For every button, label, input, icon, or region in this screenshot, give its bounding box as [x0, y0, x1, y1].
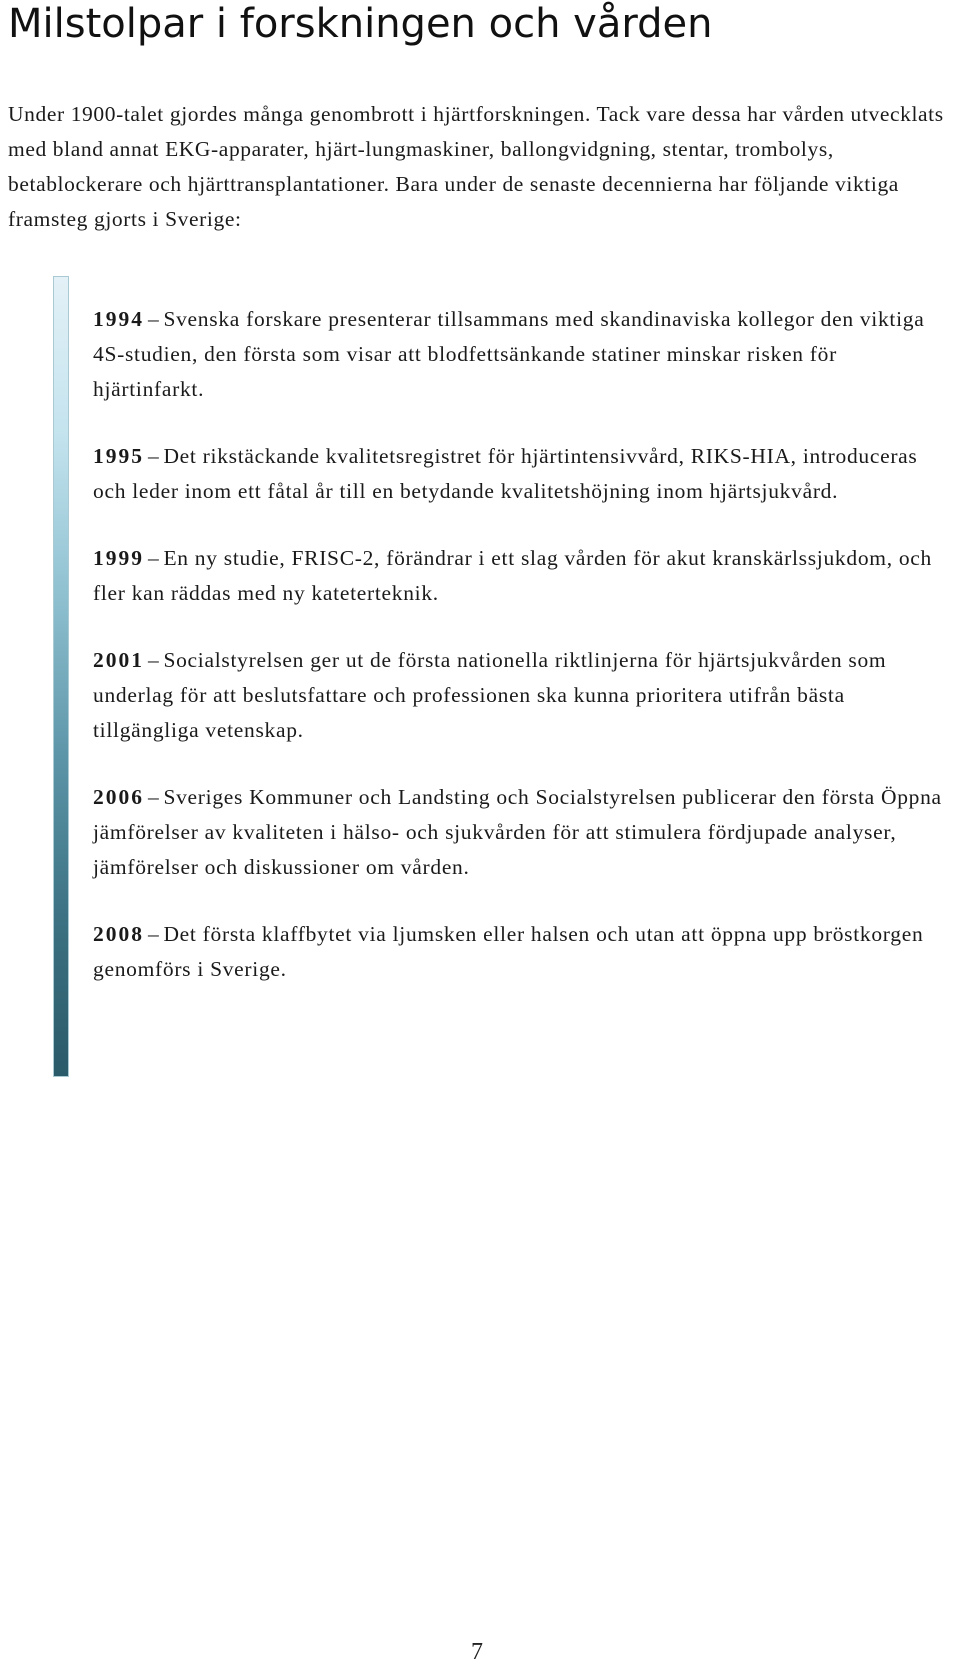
event-year: 2006	[93, 785, 144, 809]
event-dash: –	[148, 648, 160, 672]
event-dash: –	[148, 546, 160, 570]
event-year: 1995	[93, 444, 144, 468]
event-dash: –	[148, 922, 160, 946]
timeline-event-2001	[93, 643, 953, 748]
event-text: En ny studie, FRISC-2, förändrar i ett slag vården för akut kranskärlssjukdom, och fler kan räddas med ny kateterteknik.	[93, 546, 933, 605]
timeline-events	[93, 302, 953, 1019]
timeline-event-2008	[93, 917, 953, 987]
page-number: 7	[471, 1639, 483, 1665]
timeline-event-2006	[93, 780, 953, 885]
timeline-event-1994	[93, 302, 953, 407]
timeline-event-1999	[93, 541, 953, 611]
event-dash: –	[148, 307, 160, 331]
event-dash: –	[148, 444, 160, 468]
event-text: Sveriges Kommuner och Landsting och Socialstyrelsen publicerar den första Öppna jämförelser av kvaliteten i hälso- och sjukvården för att stimulera fördjupade analyser, jämförelser och diskussioner om vården.	[93, 785, 942, 879]
event-year: 1994	[93, 307, 144, 331]
event-dash: –	[148, 785, 160, 809]
event-text: Det första klaffbytet via ljumsken eller halsen och utan att öppna upp bröstkorgen genomförs i Sverige.	[93, 922, 924, 981]
event-text: Svenska forskare presenterar tillsammans med skandinaviska kollegor den viktiga 4S-studien, den första som visar att blodfettsänkande statiner minskar risken för hjärtinfarkt.	[93, 307, 925, 401]
timeline-event-1995	[93, 439, 953, 509]
event-text: Det rikstäckande kvalitetsregistret för hjärtintensivvård, RIKS-HIA, introduceras och leder inom ett fåtal år till en betydande kvalitetshöjning inom hjärtsjukvård.	[93, 444, 918, 503]
event-year: 2001	[93, 648, 144, 672]
page-title: Milstolpar i forskningen och vården	[8, 1, 713, 47]
event-year: 1999	[93, 546, 144, 570]
timeline-bar	[53, 276, 69, 1077]
event-year: 2008	[93, 922, 144, 946]
intro-paragraph: Under 1900-talet gjordes många genombrott i hjärtforskningen. Tack vare dessa har vården utvecklats med bland annat EKG-apparater, hjärt-lungmaskiner, ballongvidgning, stentar, trombolys, betablockerare och hjärttransplantationer. Bara under de senaste decennierna har följande viktiga framsteg gjorts i Sverige:	[8, 102, 944, 231]
event-text: Socialstyrelsen ger ut de första nationella riktlinjerna för hjärtsjukvården som underlag för att beslutsfattare och professionen ska kunna prioritera utifrån bästa tillgängliga vetenskap.	[93, 648, 887, 742]
